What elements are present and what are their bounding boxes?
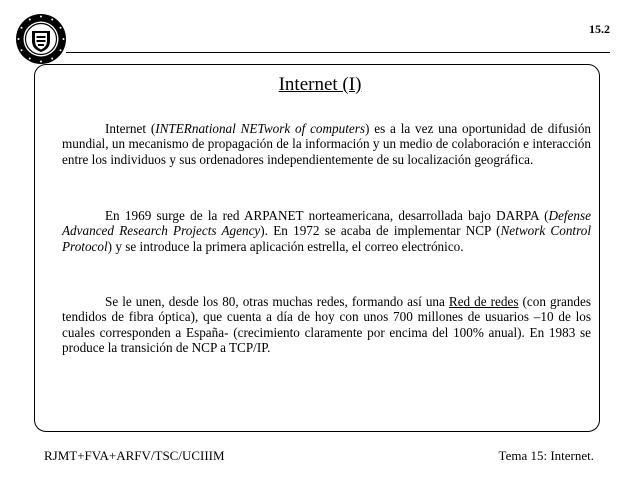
p1-text-b: INTERnational NETwork of computers [155, 121, 366, 136]
p2-text-d: Network Control Protocol [62, 223, 591, 254]
paragraph-internet-definition [62, 121, 591, 167]
p3-text-a: Se le unen, desde los 80, otras muchas redes, formando así una [105, 294, 449, 309]
p2-text-a: En 1969 surge de la red ARPANET norteamericana, desarrollada bajo DARPA ( [105, 208, 549, 223]
paragraph-network-growth [62, 294, 591, 356]
page-number: 15.2 [589, 22, 610, 36]
footer-topic: Tema 15: Internet. [498, 448, 594, 463]
header-rule [66, 52, 610, 53]
p2-text-c: ). En 1972 se acaba de implementar NCP ( [260, 223, 501, 239]
p1-text-a: Internet ( [105, 121, 156, 136]
slide-title: Internet (I) [278, 74, 362, 95]
paragraph-arpanet-history [62, 208, 591, 254]
red-de-redes-term: Red de redes [448, 294, 519, 309]
p3-text-c: (con grandes tendidos de fibra óptica), que cuenta a día de hoy con unos 700 millones de usuarios –10 de los cuales corresponden a España- (crecimiento claramente por encima del 100% anual). En 1983 se produce la transición de NCP a TCP/IP. [62, 294, 591, 356]
p1-text-c: ) es a la vez una oportunidad de difusión mundial, un mecanismo de propagación de la información y un medio de colaboración e interacción entre los individuos y sus ordenadores independientemente de su localización geográfica. [62, 121, 592, 167]
footer-authors: RJMT+FVA+ARFV/TSC/UCIIIM [44, 448, 225, 463]
university-seal-icon [14, 12, 68, 66]
p2-text-e: ) y se introduce la primera aplicación estrella, el correo electrónico. [107, 238, 464, 254]
p2-text-b: Defense Advanced Research Projects Agency [62, 208, 591, 239]
